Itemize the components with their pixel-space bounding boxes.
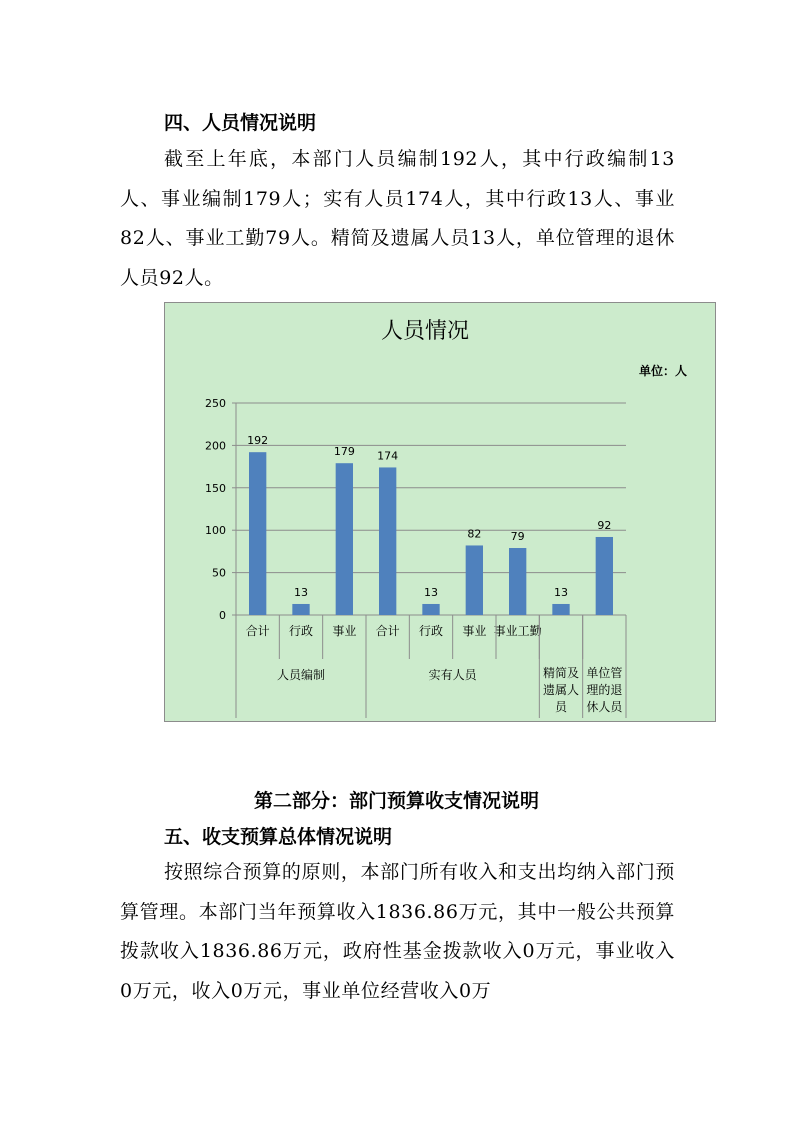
x-tick-label-7: 精简及遗属人员 bbox=[542, 666, 580, 714]
x-tick-label-0: 合计 bbox=[245, 624, 270, 638]
group-label-1: 实有人员 bbox=[428, 668, 477, 682]
bar-5 bbox=[466, 545, 483, 615]
data-label-2: 179 bbox=[333, 445, 355, 459]
data-label-6: 79 bbox=[510, 530, 525, 544]
data-label-3: 174 bbox=[377, 449, 399, 463]
section-5-heading: 五、收支预算总体情况说明 bbox=[164, 826, 393, 848]
y-tick-label-250: 250 bbox=[205, 397, 226, 410]
x-tick-label-5: 事业 bbox=[462, 624, 487, 638]
section-4-paragraph: 截至上年底，本部门人员编制192人，其中行政编制13人、事业编制179人；实有人员174人，其中行政13人、事业82人、事业工勤79人。精简及遗属人员13人，单位管理的退休人员92人。 bbox=[120, 148, 675, 289]
bar-8 bbox=[596, 537, 613, 615]
data-label-7: 13 bbox=[554, 585, 568, 599]
data-label-1: 13 bbox=[294, 585, 308, 599]
x-tick-label-4: 行政 bbox=[418, 624, 444, 638]
y-tick-label-0: 0 bbox=[219, 609, 226, 622]
chart-unit: 单位：人 bbox=[638, 364, 687, 378]
section-4-heading: 四、人员情况说明 bbox=[164, 112, 317, 134]
part-2-heading: 第二部分：部门预算收支情况说明 bbox=[253, 790, 539, 812]
section-5-paragraph: 按照综合预算的原则，本部门所有收入和支出均纳入部门预算管理。本部门当年预算收入1836.86万元，其中一般公共预算拨款收入1836.86万元，政府性基金拨款收入0万元，事业收入0万元，收入0万元，事业单位经营收入0万 bbox=[120, 861, 675, 1002]
bar-6 bbox=[509, 548, 526, 615]
bar-1 bbox=[292, 604, 309, 615]
y-tick-label-150: 150 bbox=[205, 481, 226, 495]
x-tick-label-1: 行政 bbox=[288, 624, 314, 638]
bar-2 bbox=[336, 463, 353, 615]
staff-chart-svg bbox=[165, 303, 717, 723]
bar-7 bbox=[552, 604, 569, 615]
data-label-5: 82 bbox=[467, 527, 482, 541]
staff-chart bbox=[164, 302, 716, 722]
y-tick-label-200: 200 bbox=[205, 439, 226, 453]
bar-0 bbox=[249, 452, 266, 615]
x-tick-label-2: 事业 bbox=[332, 624, 357, 638]
x-tick-label-6: 事业工勤 bbox=[493, 624, 542, 638]
x-tick-label-8: 单位管理的退休人员 bbox=[586, 666, 623, 714]
bar-4 bbox=[422, 604, 439, 615]
data-label-8: 92 bbox=[597, 518, 612, 532]
x-tick-label-3: 合计 bbox=[375, 624, 400, 638]
data-label-0: 192 bbox=[247, 434, 269, 448]
group-label-0: 人员编制 bbox=[276, 668, 326, 682]
data-label-4: 13 bbox=[424, 585, 438, 599]
y-tick-label-100: 100 bbox=[205, 524, 226, 538]
bar-3 bbox=[379, 467, 396, 615]
chart-title: 人员情况 bbox=[380, 319, 470, 344]
y-tick-label-50: 50 bbox=[212, 566, 226, 580]
